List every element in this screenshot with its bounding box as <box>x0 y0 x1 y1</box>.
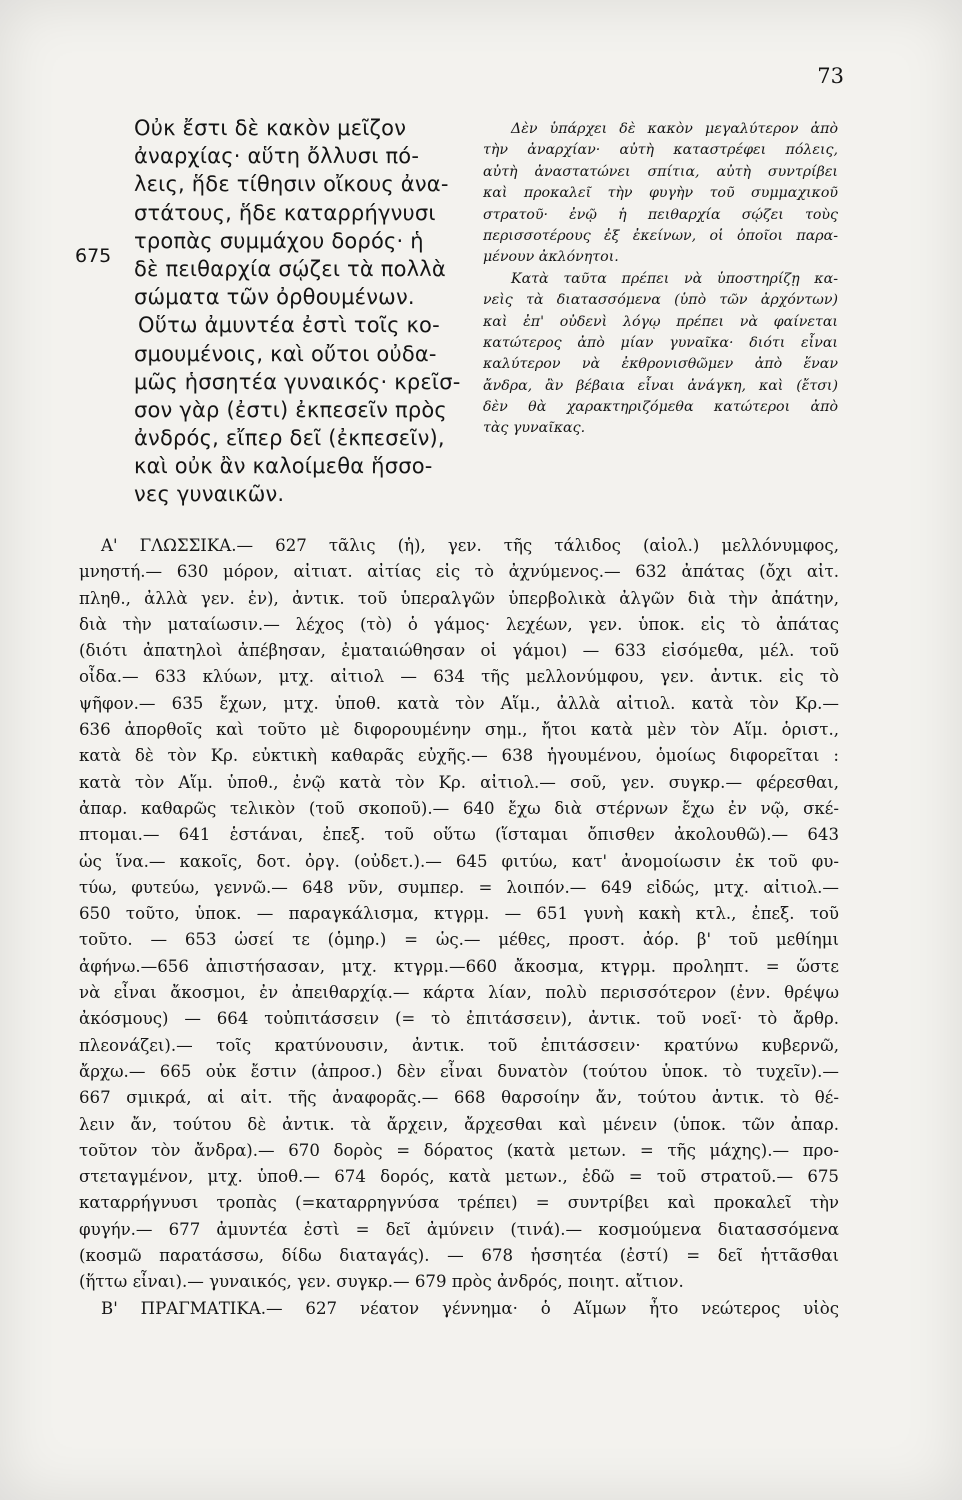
notes-line: ἄρχω.— 665 οὐκ ἔστιν (ἀπροσ.) δὲν εἶναι δυνατὸν (τούτου ὑποκ. τὸ τυχεῖν).— <box>79 1061 839 1081</box>
notes-line: κατὰ τὸν Αἵμ. ὑποθ., ἐνῷ κατὰ τὸν Κρ. αἰτιολ.— σοῦ, γεν. συγκρ.— φέρεσθαι, <box>79 772 839 792</box>
greek-line: σον γὰρ (ἐστι) ἐκπεσεῖν πρὸς <box>134 397 447 422</box>
notes-line: μνηστή.— 630 μόρον, αἰτιατ. αἰτίας εἰς τὸ ἀχνύμενος.— 632 ἀπάτας (ὄχι αἰτ. <box>79 562 839 582</box>
notes-line: ὡς ἵνα.— κακοῖς, δοτ. ὀργ. (οὐδετ.).— 645 φιτύω, κατ' ἀνομοίωσιν ἐκ τοῦ φυ- <box>79 851 839 871</box>
translation-line: Κατὰ ταῦτα πρέπει νὰ ὑποστηρίζῃ κα- <box>511 270 838 287</box>
notes-line: (κοσμῶ παρατάσσω, δίδω διαταγάς). — 678 ἡσσητέα (ἐστί) = δεῖ ἡττᾶσθαι <box>79 1246 839 1266</box>
translation-line: μένουν ἀκλόνητοι. <box>483 249 619 266</box>
notes-line: τύω, φυτεύω, γεννῶ.— 648 νῦν, συμπερ. = λοιπόν.— 649 εἰδώς, μτχ. αἰτιολ.— <box>79 877 839 897</box>
modern-greek-translation <box>483 119 838 440</box>
translation-line: περισσοτέρους ἐξ ἐκείνων, οἱ ὁποῖοι παρα- <box>483 227 838 244</box>
page-number: 73 <box>817 64 844 88</box>
notes-line: κατὰ δὲ τὸν Κρ. εὐκτικὴ καθαρᾶς εὐχῆς.— 638 ἡγουμένου, ὁμοίως διφορεῖται : <box>79 746 839 766</box>
notes-line: πλεονάζει).— τοῖς κρατύνουσιν, ἀντικ. τοῦ ἐπιτάσσειν· κρατύνω κυβερνῶ, <box>79 1035 839 1055</box>
translation-line: τὰς γυναῖκας. <box>483 420 586 437</box>
notes-line: ἀπαρ. καθαρῶς τελικὸν (τοῦ σκοποῦ).— 640 ἔχω διὰ στέρνων ἔχω ἐν νῷ, σκέ- <box>79 798 839 818</box>
notes-line: 636 ἀπορθοῖς καὶ τοῦτο μὲ διφορουμένην σημ., ἤτοι κατὰ μὲν τὸν Αἵμ. ὁριστ., <box>79 720 839 740</box>
greek-line: τροπὰς συμμάχου δορός· ἡ <box>134 228 424 253</box>
notes-line: Α' ΓΛΩΣΣΙΚΑ.— 627 τᾶλις (ἡ), γεν. τῆς τάλιδος (αἰολ.) μελλόνυμφος, <box>101 536 839 555</box>
notes-line: πτομαι.— 641 ἑστάναι, ἐπεξ. τοῦ οὕτω (ἵσταμαι ὄπισθεν ἀκολουθῶ).— 643 <box>79 825 839 845</box>
notes-line: 650 τοῦτο, ὑποκ. — παραγκάλισμα, κτγρμ. — 651 γυνὴ κακὴ κτλ., ἐπεξ. τοῦ <box>79 904 839 924</box>
notes-line: (διότι ἀπατηλοὶ ἀπέβησαν, ἐματαιώθησαν οἱ γάμοι) — 633 εἰσόμεθα, μέλ. τοῦ <box>79 641 839 661</box>
greek-line: καὶ οὐκ ἂν καλοίμεθα ἥσσο- <box>134 454 433 479</box>
commentary-notes <box>79 533 839 1322</box>
translation-line: νεὶς τὰ διατασσόμενα (ὑπὸ τῶν ἀρχόντων) <box>483 292 838 309</box>
notes-line: νὰ εἶναι ἄκοσμοι, ἐν ἀπειθαρχίᾳ.— κάρτα λίαν, πολὺ περισσότερον (ἐνν. θρέψω <box>79 983 839 1003</box>
notes-line: τοῦτο. — 653 ὡσεί τε (ὁμηρ.) = ὡς.— μέθες, προστ. ἀόρ. β' τοῦ μεθίημι <box>79 930 839 950</box>
notes-line: Β' ΠΡΑΓΜΑΤΙΚΑ.— 627 νέατον γέννημα· ὁ Αἵμων ἦτο νεώτερος υἱὸς <box>101 1298 839 1318</box>
greek-line: Οὐκ ἔστι δὲ κακὸν μεῖζον <box>134 116 407 140</box>
notes-line: καταρρήγνυσι τροπὰς (=καταρρηγνύσα τρέπει) = συντρίβει καὶ προκαλεῖ τὴν <box>79 1193 839 1213</box>
translation-line: τὴν ἀναρχίαν· αὐτὴ καταστρέφει πόλεις, <box>483 142 838 159</box>
greek-line: μῶς ἡσσητέα γυναικός· κρεῖσ- <box>134 369 461 394</box>
translation-line: καὶ ἐπ' οὐδενὶ λόγῳ πρέπει νὰ φαίνεται <box>483 313 838 330</box>
greek-line: σώματα τῶν ὀρθουμένων. <box>134 285 415 310</box>
notes-line: 667 σμικρά, αἱ αἰτ. τῆς ἀναφορᾶς.— 668 θαρσοίην ἄν, τούτου ἀντικ. τὸ θέ- <box>79 1088 839 1108</box>
ancient-greek-text <box>134 114 461 509</box>
greek-line: Οὕτω ἀμυντέα ἐστὶ τοῖς κο- <box>138 313 440 338</box>
notes-line: διὰ τὴν ματαίωσιν.— λέχος (τὸ) ὁ γάμος· λεχέων, γεν. ὑποκ. εἰς τὸ ἀπάτας <box>79 614 839 634</box>
notes-line: λειν ἄν, τούτου δὲ ἀντικ. τὰ ἄρχειν, ἄρχεσθαι καὶ μένειν (ὑποκ. τῶν ἀπαρ. <box>79 1114 839 1134</box>
translation-line: ἄνδρα, ἂν βέβαια εἶναι ἀνάγκη, καὶ (ἔτσι) <box>483 377 838 394</box>
notes-line: ἀφήνω.—656 ἀπιστήσασαν, μτχ. κτγρμ.—660 ἄκοσμα, κτγρμ. προληπτ. = ὥστε <box>79 956 839 976</box>
notes-line: οἶδα.— 633 κλύων, μτχ. αἰτιολ — 634 τῆς μελλονύμφου, γεν. ἀντικ. εἰς τὸ <box>79 667 839 687</box>
verse-line-number: 675 <box>75 245 112 267</box>
translation-line: καὶ προκαλεῖ τὴν φυγὴν τοῦ συμμαχικοῦ <box>483 185 838 202</box>
notes-line: φυγήν.— 677 ἀμυντέα ἐστὶ = δεῖ ἀμύνειν (τινά).— κοσμούμενα διατασσόμενα <box>79 1219 839 1239</box>
notes-line: στεταγμένον, μτχ. ὑποθ.— 674 δορός, κατὰ μετων., ἐδῶ = τοῦ στρατοῦ.— 675 <box>79 1167 839 1187</box>
notes-line: (ἥττω εἶναι).— γυναικός, γεν. συγκρ.— 679 πρὸς ἀνδρός, ποιητ. αἴτιον. <box>79 1272 684 1292</box>
translation-line: καλύτερον νὰ ἐκθρονισθῶμεν ἀπὸ ἕναν <box>483 356 838 373</box>
greek-line: ἀνδρός, εἴπερ δεῖ (ἐκπεσεῖν), <box>134 426 445 451</box>
notes-line: ψῆφον.— 635 ἔχων, μτχ. ὑποθ. κατὰ τὸν Αἵμ., ἀλλὰ αἰτιολ. κατὰ τὸν Κρ.— <box>79 693 839 713</box>
greek-line: δὲ πειθαρχία σῴζει τὰ πολλὰ <box>134 256 446 281</box>
translation-line: στρατοῦ· ἐνῷ ἡ πειθαρχία σῴζει τοὺς <box>483 206 838 223</box>
greek-line: ἀναρχίας· αὕτη ὄλλυσι πό- <box>134 144 420 169</box>
greek-line: στάτους, ἥδε καταρρήγνυσι <box>134 200 436 225</box>
greek-line: σμουμένοις, καὶ οὔτοι οὐδα- <box>134 341 437 366</box>
translation-line: Δὲν ὑπάρχει δὲ κακὸν μεγαλύτερον ἀπὸ <box>511 121 838 137</box>
notes-line: ἀκόσμους) — 664 τοὐπιτάσσειν (= τὸ ἐπιτάσσειν), ἀντικ. τοῦ νοεῖ· τὸ ἄρθρ. <box>79 1009 839 1029</box>
notes-line: πληθ., ἀλλὰ γεν. ἑν), ἀντικ. τοῦ ὑπεραλγῶν ὑπερβολικὰ ἀλγῶν διὰ τὴν ἀπάτην, <box>79 588 839 608</box>
greek-line: λεις, ἥδε τίθησιν οἴκους ἀνα- <box>134 172 449 197</box>
translation-line: αὐτὴ ἀναστατώνει σπίτια, αὐτὴ συντρίβει <box>483 163 838 180</box>
translation-line: δὲν θὰ χαρακτηριζόμεθα κατώτεροι ἀπὸ <box>483 399 838 416</box>
notes-line: τοῦτον τὸν ἄνδρα).— 670 δορὸς = δόρατος (κατὰ μετων. = τῆς μάχης).— προ- <box>79 1140 839 1160</box>
translation-line: κατώτερος ἀπὸ μίαν γυναῖκα· διότι εἶναι <box>483 334 838 351</box>
greek-line: νες γυναικῶν. <box>134 482 285 507</box>
